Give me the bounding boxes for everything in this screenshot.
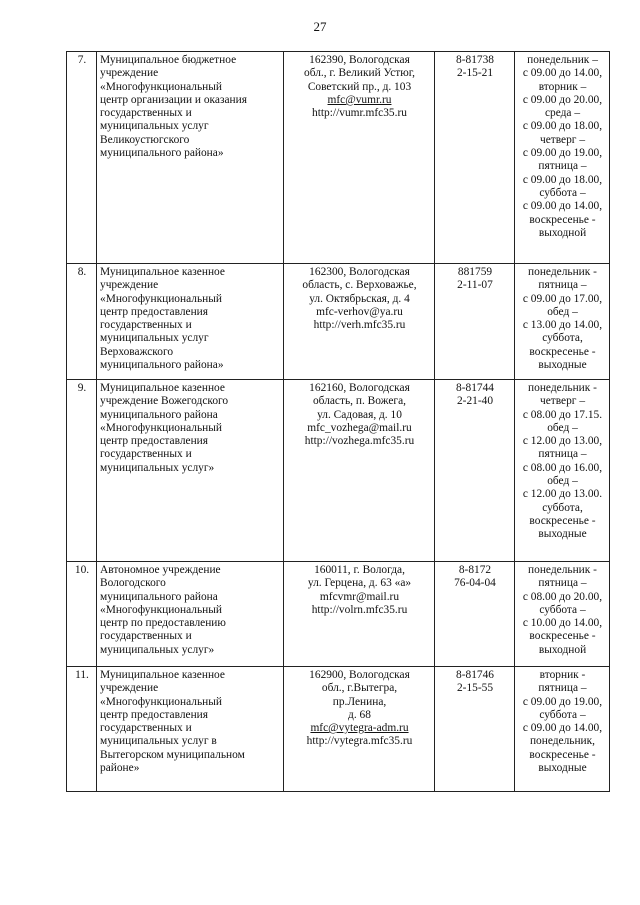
institution-name-line: центр по предоставлению xyxy=(100,617,226,630)
hours-cell xyxy=(515,562,610,667)
hours-line: с 08.00 до 17.15. xyxy=(522,408,603,421)
hours-cell xyxy=(515,380,610,562)
hours-line: обед – xyxy=(547,475,578,488)
website-address: http://volrn.mfc35.ru xyxy=(311,603,408,616)
address-line: ул. Герцена, д. 63 «а» xyxy=(307,577,412,590)
institution-name-line: центр организации и оказания xyxy=(100,93,247,106)
hours-line: пятница – xyxy=(538,160,587,173)
address-line: обл., г.Вытегра, xyxy=(321,682,398,695)
phone-line: 76-04-04 xyxy=(454,577,496,590)
hours-line: с 12.00 до 13.00. xyxy=(522,488,603,501)
hours-line: пятница – xyxy=(538,279,587,292)
institution-name-line: Вологодского xyxy=(100,577,166,590)
institution-name-line: государственных и xyxy=(100,107,192,120)
row-number: 10. xyxy=(67,562,97,667)
address-line: д. 68 xyxy=(348,708,371,721)
hours-cell xyxy=(515,667,610,792)
hours-line: с 09.00 до 14.00, xyxy=(522,722,603,735)
hours-line: суббота, xyxy=(542,332,583,345)
hours-line: с 09.00 до 19.00, xyxy=(522,695,603,708)
table-row xyxy=(67,264,610,380)
phone-line: 8-8172 xyxy=(458,564,492,576)
hours-line: воскресенье - xyxy=(529,345,596,358)
address-line: ул. Садовая, д. 10 xyxy=(317,408,402,421)
row-number: 11. xyxy=(67,667,97,792)
page-number: 27 xyxy=(313,19,327,34)
table-row xyxy=(67,380,610,562)
table-row xyxy=(67,52,610,264)
address-line: 162300, Вологодская xyxy=(309,266,410,278)
hours-line: выходные xyxy=(538,528,587,541)
phone-line: 8-81738 xyxy=(456,54,494,66)
hours-line: с 09.00 до 14.00, xyxy=(522,67,603,80)
address-cell xyxy=(284,380,435,562)
institution-name xyxy=(97,667,284,792)
hours-line: выходные xyxy=(538,359,587,372)
hours-line: суббота – xyxy=(539,186,586,199)
website-address: http://vytegra.mfc35.ru xyxy=(306,735,413,748)
institution-name-line: государственных и xyxy=(100,630,192,643)
address-line: ул. Октябрьская, д. 4 xyxy=(309,292,410,305)
hours-line: с 08.00 до 16.00, xyxy=(522,461,603,474)
mfc-table xyxy=(66,51,610,792)
hours-line: среда – xyxy=(544,107,581,120)
hours-line: воскресенье - xyxy=(529,748,596,761)
phone-cell xyxy=(435,667,515,792)
address-cell xyxy=(284,264,435,380)
institution-name-line: муниципального района xyxy=(100,590,218,603)
institution-name-line: государственных и xyxy=(100,319,192,332)
website-address: http://vozhega.mfc35.ru xyxy=(304,435,415,448)
institution-name-line: «Многофункциональный xyxy=(100,292,222,305)
hours-line: четверг – xyxy=(539,395,586,408)
row-number: 7. xyxy=(67,52,97,264)
email-address: mfc@vytegra-adm.ru xyxy=(310,722,409,735)
address-line: 160011, г. Вологда, xyxy=(314,564,405,576)
phone-line: 2-15-21 xyxy=(456,67,494,80)
hours-cell xyxy=(515,264,610,380)
institution-name xyxy=(97,52,284,264)
institution-name-line: муниципальных услуг xyxy=(100,120,209,133)
institution-name xyxy=(97,380,284,562)
address-cell xyxy=(284,52,435,264)
address-line: обл., г. Великий Устюг, xyxy=(304,67,415,80)
phone-cell xyxy=(435,562,515,667)
institution-name-line: муниципальных услуг xyxy=(100,332,209,345)
institution-name-line: центр предоставления xyxy=(100,305,209,318)
address-cell xyxy=(284,667,435,792)
address-line: 162390, Вологодская xyxy=(309,54,410,66)
hours-line: с 13.00 до 14.00, xyxy=(522,319,603,332)
institution-name-line: учреждение xyxy=(100,279,159,292)
institution-name-line: Муниципальное бюджетное xyxy=(100,54,237,66)
hours-line: понедельник - xyxy=(528,564,597,576)
institution-name-line: муниципального района xyxy=(100,408,218,421)
hours-line: с 09.00 до 17.00, xyxy=(522,292,603,305)
institution-name-line: Муниципальное казенное xyxy=(100,382,225,394)
hours-line: обед – xyxy=(547,421,578,434)
institution-name-line: центр предоставления xyxy=(100,435,209,448)
phone-line: 2-21-40 xyxy=(456,395,494,408)
institution-name-line: муниципальных услуг в xyxy=(100,735,217,748)
hours-line: с 09.00 до 19.00, xyxy=(522,147,603,160)
institution-name-line: муниципального района» xyxy=(100,359,224,372)
address-line: 162900, Вологодская xyxy=(309,669,410,681)
institution-name-line: государственных и xyxy=(100,722,192,735)
table-row xyxy=(67,562,610,667)
table-row xyxy=(67,667,610,792)
hours-line: выходной xyxy=(538,643,587,656)
email-address: mfcvmr@mail.ru xyxy=(319,590,400,603)
hours-line: воскресенье - xyxy=(529,514,596,527)
institution-name-line: учреждение xyxy=(100,682,159,695)
institution-name-line: центр предоставления xyxy=(100,708,209,721)
hours-line: воскресенье - xyxy=(529,213,596,226)
address-line: пр.Ленина, xyxy=(332,695,387,708)
institution-name-line: Великоустюгского xyxy=(100,133,190,146)
institution-name-line: Муниципальное казенное xyxy=(100,669,225,681)
hours-line: понедельник, xyxy=(529,735,596,748)
phone-cell xyxy=(435,380,515,562)
hours-line: вторник – xyxy=(538,80,587,93)
hours-line: с 09.00 до 14.00, xyxy=(522,200,603,213)
address-line: 162160, Вологодская xyxy=(309,382,410,394)
institution-name-line: Вытегорском муниципальном xyxy=(100,748,245,761)
phone-line: 2-11-07 xyxy=(457,279,493,292)
website-address: http://vumr.mfc35.ru xyxy=(312,107,407,120)
hours-line: с 09.00 до 18.00, xyxy=(522,120,603,133)
email-address: mfc_vozhega@mail.ru xyxy=(307,421,412,434)
phone-line: 2-15-55 xyxy=(456,682,494,695)
email-address: mfc-verhov@ya.ru xyxy=(316,305,403,318)
website-address: http://verh.mfc35.ru xyxy=(313,319,406,332)
hours-line: выходной xyxy=(538,226,587,239)
institution-name-line: Муниципальное казенное xyxy=(100,266,225,278)
hours-line: понедельник – xyxy=(527,54,598,66)
hours-line: четверг – xyxy=(539,133,586,146)
phone-cell xyxy=(435,264,515,380)
hours-line: суббота – xyxy=(539,708,586,721)
address-line: область, с. Верховажье, xyxy=(302,279,417,292)
table-body xyxy=(67,52,610,792)
address-line: область, п. Вожега, xyxy=(312,395,407,408)
address-cell xyxy=(284,562,435,667)
hours-line: пятница – xyxy=(538,577,587,590)
hours-line: суббота – xyxy=(539,603,586,616)
phone-line: 8-81746 xyxy=(456,669,494,681)
hours-line: выходные xyxy=(538,762,587,775)
hours-line: понедельник - xyxy=(528,382,597,394)
hours-line: вторник - xyxy=(539,669,586,681)
institution-name-line: «Многофункциональный xyxy=(100,603,222,616)
hours-line: с 09.00 до 18.00, xyxy=(522,173,603,186)
institution-name xyxy=(97,264,284,380)
address-line: Советский пр., д. 103 xyxy=(307,80,412,93)
phone-cell xyxy=(435,52,515,264)
institution-name xyxy=(97,562,284,667)
row-number: 8. xyxy=(67,264,97,380)
email-address: mfc@vumr.ru xyxy=(327,93,392,106)
row-number: 9. xyxy=(67,380,97,562)
institution-name-line: «Многофункциональный xyxy=(100,695,222,708)
institution-name-line: Верховажского xyxy=(100,345,174,358)
hours-line: воскресенье - xyxy=(529,630,596,643)
institution-name-line: муниципальных услуг» xyxy=(100,643,215,656)
hours-line: понедельник - xyxy=(528,266,597,278)
institution-name-line: «Многофункциональный xyxy=(100,80,222,93)
institution-name-line: учреждение Вожегодского xyxy=(100,395,229,408)
institution-name-line: Автономное учреждение xyxy=(100,564,221,576)
institution-name-line: учреждение xyxy=(100,67,159,80)
institution-name-line: муниципального района» xyxy=(100,147,224,160)
hours-cell xyxy=(515,52,610,264)
institution-name-line: государственных и xyxy=(100,448,192,461)
institution-name-line: «Многофункциональный xyxy=(100,421,222,434)
institution-name-line: муниципальных услуг» xyxy=(100,461,215,474)
hours-line: обед – xyxy=(547,305,578,318)
phone-line: 8-81744 xyxy=(456,382,494,394)
hours-line: с 10.00 до 14.00, xyxy=(522,617,603,630)
hours-line: с 09.00 до 20.00, xyxy=(522,93,603,106)
hours-line: пятница – xyxy=(538,682,587,695)
phone-line: 881759 xyxy=(457,266,493,278)
hours-line: суббота, xyxy=(542,501,583,514)
hours-line: пятница – xyxy=(538,448,587,461)
hours-line: с 08.00 до 20.00, xyxy=(522,590,603,603)
institution-name-line: районе» xyxy=(100,762,140,775)
hours-line: с 12.00 до 13.00, xyxy=(522,435,603,448)
